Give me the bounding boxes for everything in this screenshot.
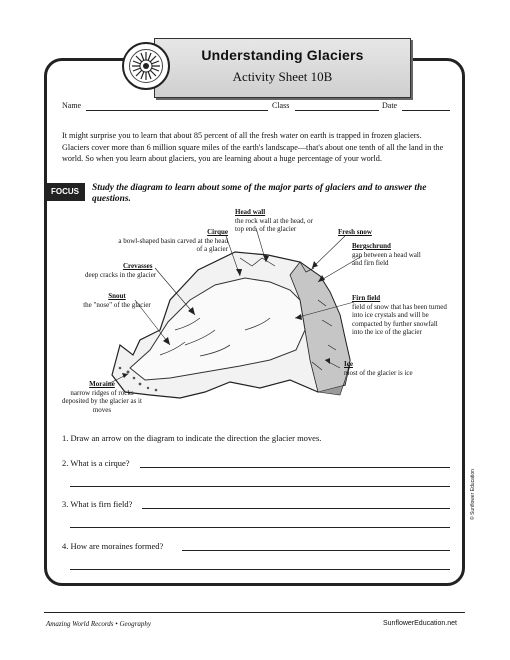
- focus-badge: FOCUS: [45, 183, 85, 201]
- cirque-label: Cirque a bowl-shaped basin carved at the head of a glacier: [118, 228, 228, 253]
- copyright-text: © Sunflower Education: [470, 469, 476, 520]
- snout-label: Snout the "nose" of the glacier: [83, 292, 151, 309]
- footer-right: SunflowerEducation.net: [383, 620, 457, 627]
- ice-label: Ice most of the glacier is ice: [344, 360, 413, 377]
- answer-line-4b[interactable]: [70, 569, 450, 570]
- name-label: Name: [62, 101, 82, 110]
- question-3: 3. What is firn field?: [62, 499, 133, 509]
- question-1: 1. Draw an arrow on the diagram to indicate the direction the glacier moves.: [62, 433, 322, 443]
- answer-line-4a[interactable]: [182, 550, 450, 551]
- answer-line-2a[interactable]: [140, 467, 450, 468]
- head-wall-label: Head wall the rock wall at the head, or top end, of the glacier: [235, 208, 313, 233]
- question-2: 2. What is a cirque?: [62, 458, 130, 468]
- intro-paragraph: It might surprise you to learn that about 85 percent of all the fresh water on earth is trapped in frozen glaciers. Glaciers cover more than 6 million square miles of the earth's landscape—that's about one tenth of all the land in the world. So when you learn about glaciers, you are learning about a huge percentage of your world.: [62, 131, 444, 163]
- fresh-snow-label: Fresh snow: [338, 228, 372, 236]
- worksheet-title: Understanding Glaciers: [201, 47, 364, 63]
- moraine-label: Moraine narrow ridges of rocks deposited by the glacier as it moves: [62, 380, 142, 414]
- answer-line-3a[interactable]: [142, 508, 450, 509]
- question-4: 4. How are moraines formed?: [62, 541, 164, 551]
- focus-instructions: Study the diagram to learn about some of the major parts of glaciers and to answer the questions.: [92, 183, 427, 204]
- date-label: Date: [382, 101, 398, 110]
- answer-line-3b[interactable]: [70, 527, 450, 528]
- bergschrund-label: Bergschrund gap between a head wall and firn field: [352, 242, 421, 267]
- answer-line-2b[interactable]: [70, 486, 450, 487]
- worksheet-subtitle: Activity Sheet 10B: [232, 69, 333, 84]
- crevasses-label: Crevasses deep cracks in the glacier: [85, 262, 157, 279]
- firn-field-label: Firn field field of snow that has been turned into ice crystals and will be compacted by further snowfall into the ice of the glacier: [352, 294, 447, 336]
- footer-divider: [44, 612, 465, 613]
- class-label: Class: [272, 101, 290, 110]
- footer-left: Amazing World Records • Geography: [46, 620, 151, 628]
